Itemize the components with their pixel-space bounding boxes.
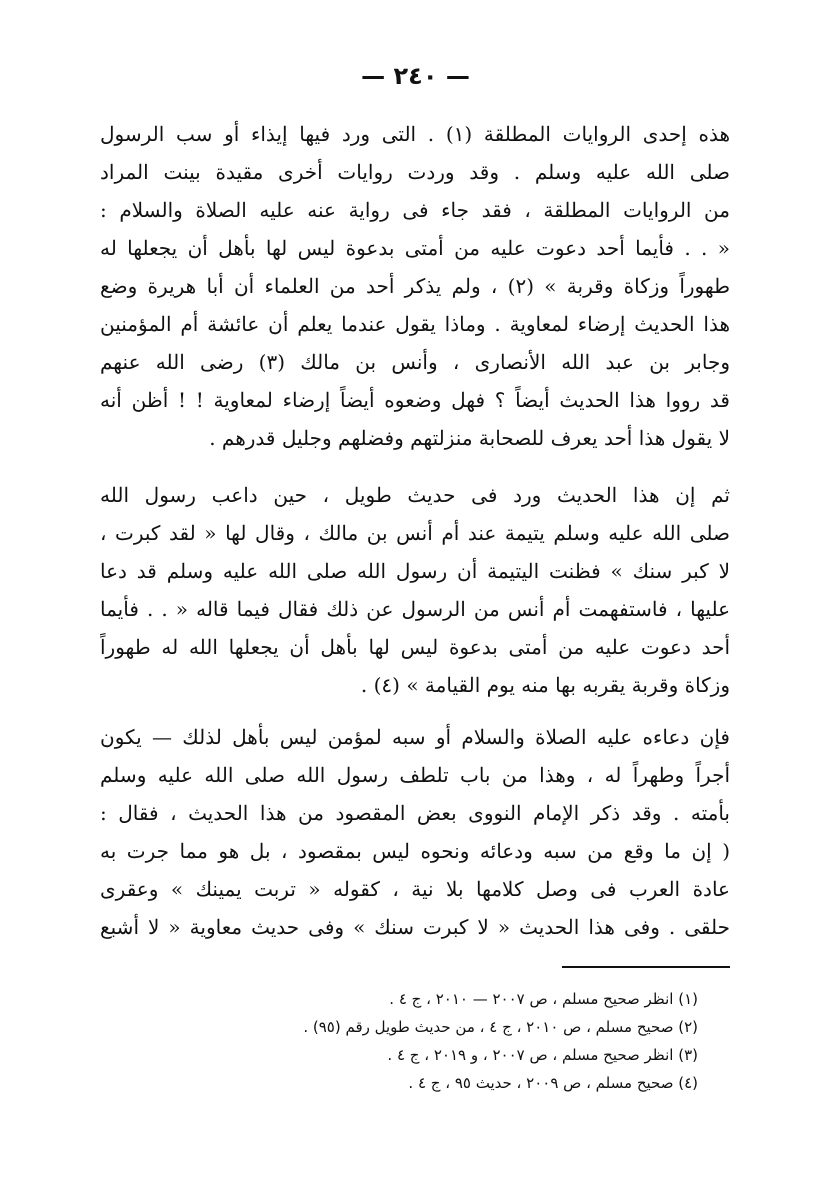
footnotes [240,985,698,1097]
text-line: عليها ، فاستفهمت أم أنس من الرسول عن ذلك فقال فيما قاله « . . فأيما [100,597,730,621]
text-line: هذه إحدى الروايات المطلقة (١) . التى ورد فيها إيذاء أو سب الرسول [100,122,730,146]
footnote: (١) انظر صحيح مسلم ، ص ٢٠٠٧ — ٢٠١٠ ، ج ٤ . [389,990,698,1008]
text-line: وزكاة وقربة يقربه بها منه يوم القيامة » (٤) . [360,673,730,697]
text-line: عادة العرب فى وصل كلامها بلا نية ، كقوله « تربت يمينك » وعقرى [100,877,730,901]
text-line: من الروايات المطلقة ، فقد جاء فى رواية عنه عليه الصلاة والسلام : [100,198,730,222]
paragraph-2 [100,476,730,704]
text-line: ( إن ما وقع من سبه ودعائه ونحوه ليس بمقصود ، بل هو مما جرت به [100,839,730,863]
text-line: لا يقول هذا أحد يعرف للصحابة منزلتهم وفضلهم وجليل قدرهم . [209,426,730,450]
text-line: صلى الله عليه وسلم . وقد وردت روايات أخرى مقيدة بينت المراد [100,160,730,184]
footnote-divider [562,966,730,968]
text-line: هذا الحديث إرضاء لمعاوية . وماذا يقول عندما يعلم أن عائشة أم المؤمنين [100,312,730,336]
text-line: حلقى . وفى هذا الحديث « لا كبرت سنك » وفى حديث معاوية « لا أشبع [100,915,730,939]
footnote: (٤) صحيح مسلم ، ص ٢٠٠٩ ، حديث ٩٥ ، ج ٤ . [408,1074,698,1092]
paragraph-3 [100,718,730,946]
text-line: قد رووا هذا الحديث أيضاً ؟ فهل وضعوه أيضاً إرضاء لمعاوية ! ! أظن أنه [100,388,730,412]
text-line: فإن دعاءه عليه الصلاة والسلام أو سبه لمؤمن ليس بأهل لذلك — يكون [100,725,730,749]
text-line: بأمته . وقد ذكر الإمام النووى بعض المقصود من هذا الحديث ، فقال : [100,801,730,825]
paragraph-1 [100,115,730,457]
text-line: وجابر بن عبد الله الأنصارى ، وأنس بن مالك (٣) رضى الله عنهم [100,350,730,374]
footnote: (٣) انظر صحيح مسلم ، ص ٢٠٠٧ ، و ٢٠١٩ ، ج ٤ . [387,1046,698,1064]
text-line: أجراً وطهراً له ، وهذا من باب تلطف رسول الله صلى الله عليه وسلم [100,763,730,787]
text-line: لا كبر سنك » فظنت اليتيمة أن رسول الله صلى الله عليه وسلم قد دعا [100,559,730,583]
text-line: أحد دعوت عليه من أمتى بدعوة ليس لها بأهل أن يجعلها الله له طهوراً [100,635,730,659]
text-line: طهوراً وزكاة وقربة » (٢) ، ولم يذكر أحد من العلماء أن أبا هريرة وضع [100,274,730,298]
page-number: — ٢٤٠ — [361,62,470,90]
text-line: « . . فأيما أحد دعوت عليه من أمتى بدعوة ليس لها بأهل أن يجعلها له [100,236,730,260]
text-line: ثم إن هذا الحديث ورد فى حديث طويل ، حين داعب رسول الله [100,483,730,507]
footnote: (٢) صحيح مسلم ، ص ٢٠١٠ ، ج ٤ ، من حديث طويل رقم (٩٥) . [303,1018,698,1036]
text-line: صلى الله عليه وسلم يتيمة عند أم أنس بن مالك ، وقال لها « لقد كبرت ، [100,521,730,545]
